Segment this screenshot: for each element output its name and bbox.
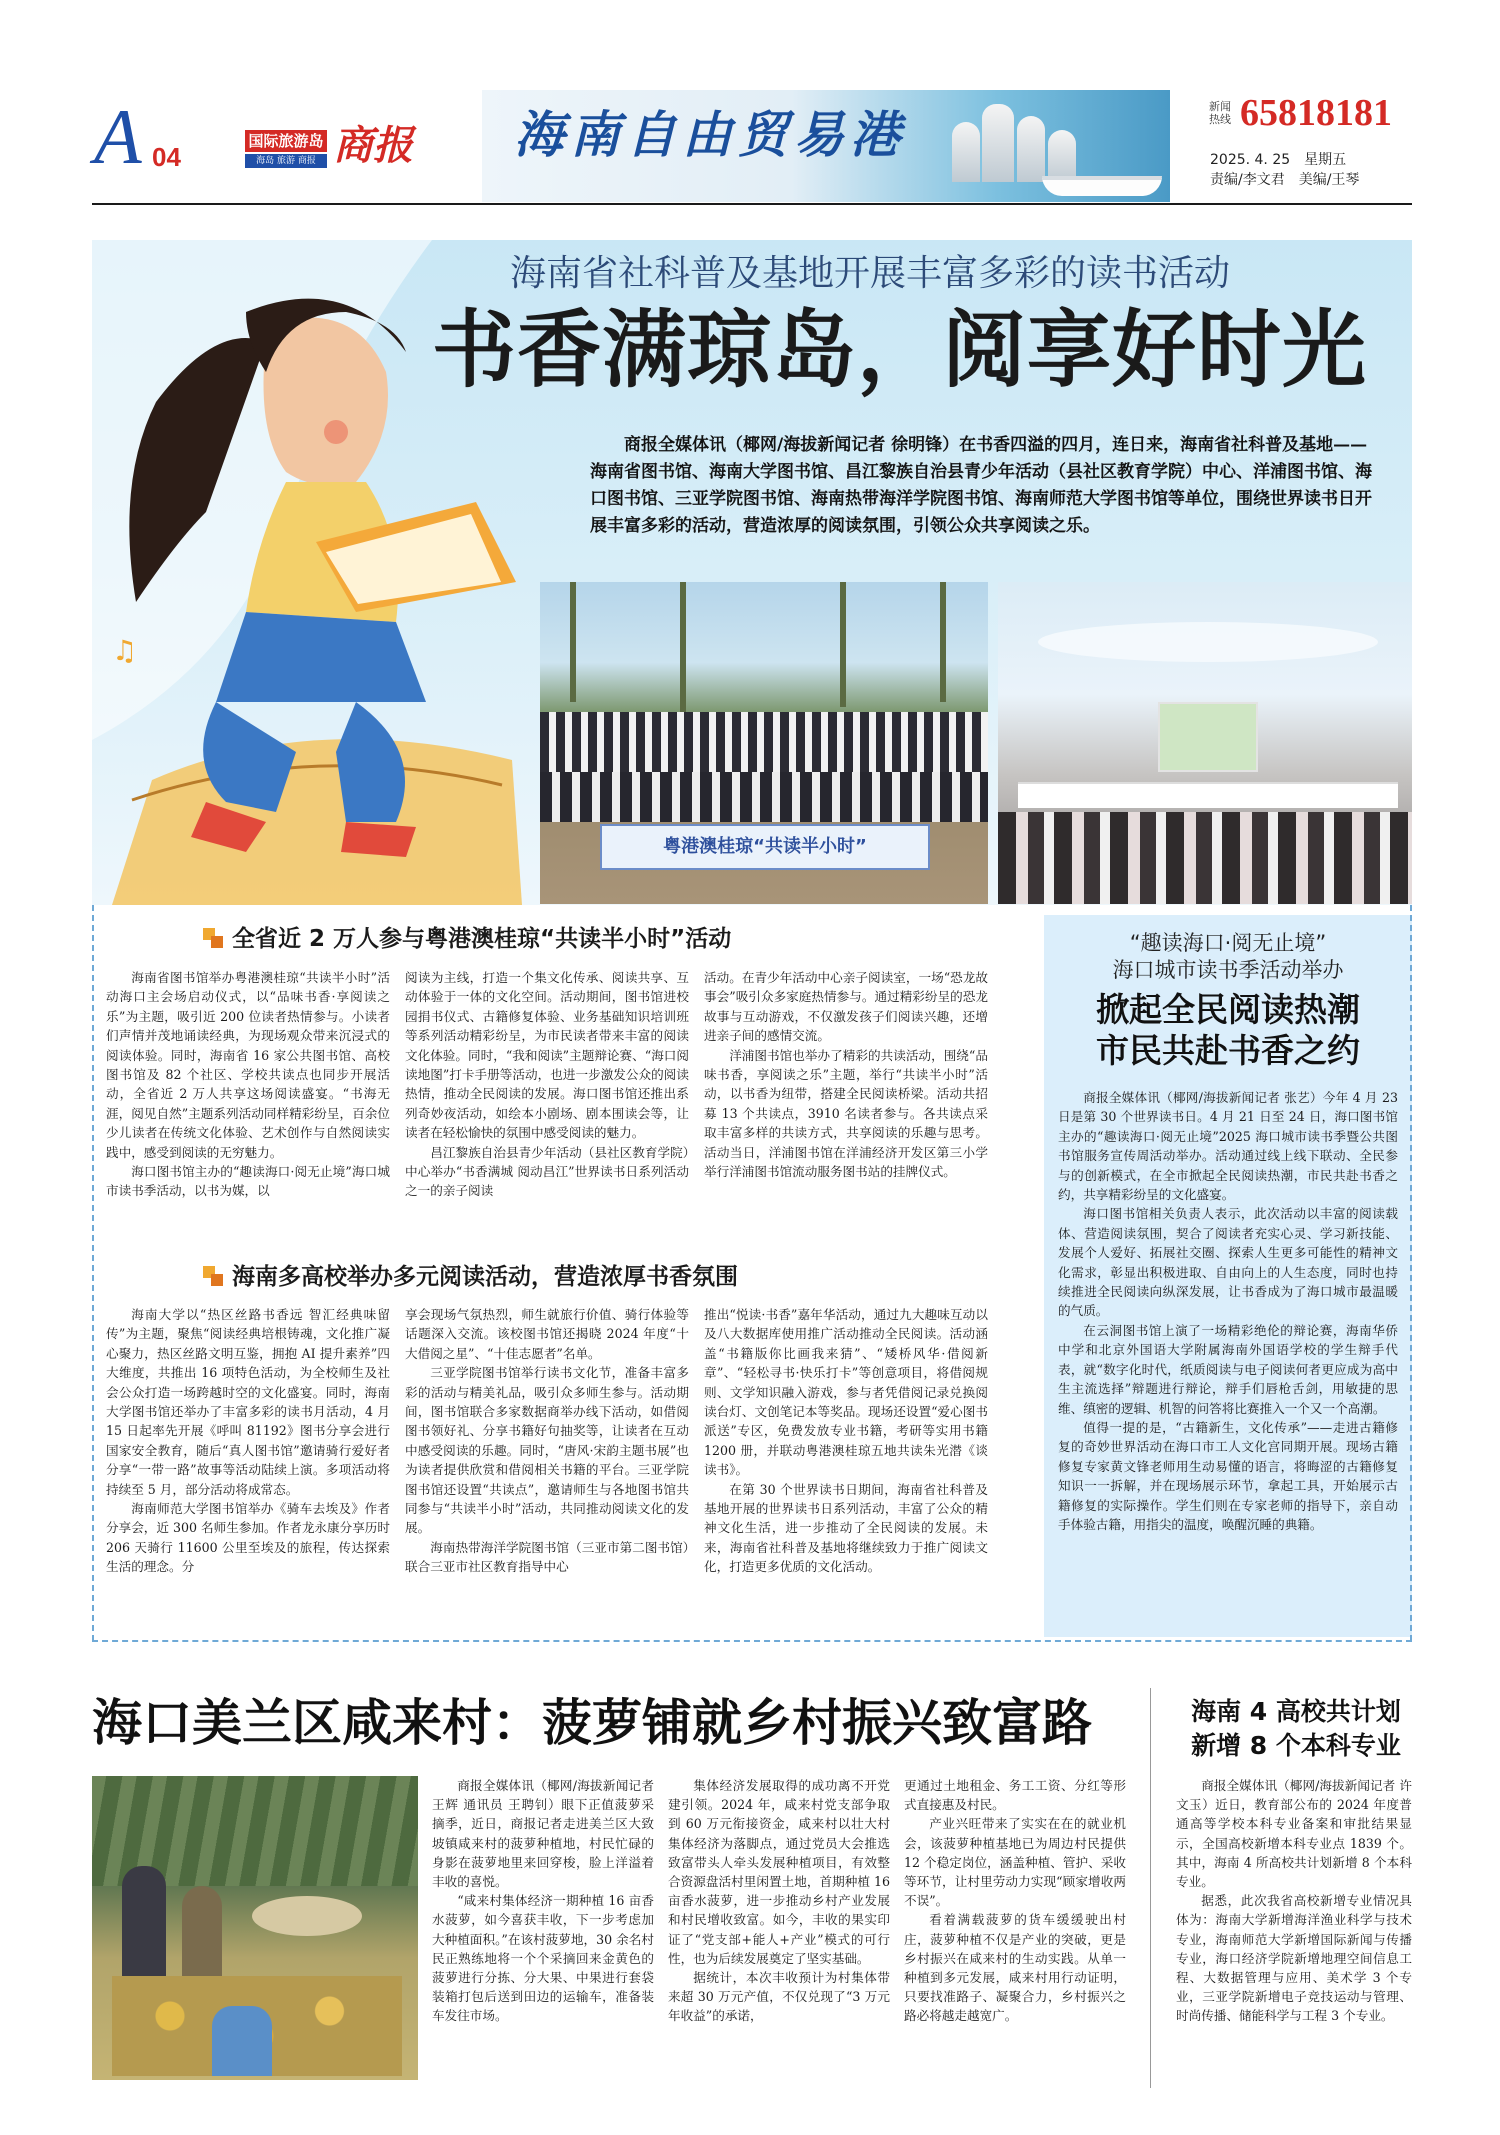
banner-title: 海南自由贸易港 [514, 105, 906, 164]
paragraph: 据悉，此次我省高校新增专业情况具体为：海南大学新增海洋渔业科学与技术专业，海南师范大学新增国际新闻与传播专业，海口经济学院新增地理空间信息工程、大数据管理与应用、美术学 3 个专业，三亚学院新增电子竞技运动与管理、时尚传播、储能科学与工程 3 个专业。 [1176, 1893, 1412, 2024]
bottom-article-title: 海口美兰区咸来村：菠萝铺就乡村振兴致富路 [92, 1694, 1092, 1752]
paragraph: 值得一提的是，“古籍新生，文化传承”——走进古籍修复的奇妙世界活动在海口市工人文化宫同期开展。现场古籍修复专家黄文锋老师用生动易懂的语言，将晦涩的古籍修复知识一一拆解，并在现场展示环节，拿起工具，开始展示古籍修复的实际操作。学生们则在专家老师的指导下，亲自动手体验古籍，用指尖的温度，唤醒沉睡的典籍。 [1058, 1419, 1398, 1532]
paragraph: 海南师范大学图书馆举办《骑车去埃及》作者分享会，近 300 名师生参加。作者龙永康分享历时 206 天骑行 11600 公里至埃及的旅程，传达探索生活的理念。分 [106, 1501, 390, 1575]
svg-text:♫: ♫ [112, 634, 138, 667]
sidebar-kicker-line2: 海口城市读书季活动举办 [1112, 958, 1344, 982]
paper-name: 国际旅游岛 [245, 130, 327, 152]
article2-title: 海南多高校举办多元阅读活动，营造浓厚书香氛围 [232, 1264, 738, 1290]
sidebar-body [1058, 1088, 1398, 1534]
paragraph: 昌江黎族自治县青少年活动（县社区教育学院）中心举办“书香满城 阅动昌江”世界读书日系列活动之一的亲子阅读 [405, 1144, 689, 1199]
paragraph: 集体经济发展取得的成功离不开党建引领。2024 年，咸来村党支部争取到 60 万元衔接资金，咸来村以壮大村集体经济为落脚点，通过党员大会推选致富带头人牵头发展种植项目，有效整合资源盘活村里闲置土地，首期种植 16 亩香水菠萝，进一步推动乡村产业发展和村民增收致富。如今，丰收的果实印证了“党支部+能人+产业”模式的可行性，也为后续发展奠定了坚实基础。 [668, 1778, 890, 1966]
hotline-number: 65818181 [1240, 92, 1392, 134]
paragraph: 推出“悦读·书香”嘉年华活动，通过九大趣味互动以及八大数据库使用推广活动推动全民阅读。活动涵盖“书籍版你比画我来猜”、“矮桥风华·借阅新章”、“轻松寻书·快乐打卡”等创意项目，将借阅规则、文学知识融入游戏，参与者凭借阅记录兑换阅读台灯、文创笔记本等奖品。现场还设置“爱心图书派送”专区，免费发放专业书籍，考研等实用书籍 1200 册，并联动粤港澳桂琼五地共读朱光潜《谈读书》。 [704, 1307, 988, 1478]
date: 2025. 4. 25 星期五 [1210, 152, 1347, 168]
article2-col3 [704, 1305, 988, 1577]
sidebar-kicker-line1: “趣读海口·阅无止境” [1129, 931, 1327, 955]
paragraph: 商报全媒体讯（椰网/海拔新闻记者 张艺）今年 4 月 23 日是第 30 个世界读书日。4 月 21 日至 24 日，海口图书馆主办的“趣读海口·阅无止境”2025 海口城市读书季暨公共图书馆服务宣传周活动举办。活动通过线上线下联动、全民参与的创新模式，在全市掀起全民阅读热潮，市民共赴书香之约，共享精彩纷呈的文化盛宴。 [1058, 1090, 1398, 1203]
paragraph: 在云洞图书馆上演了一场精彩绝伦的辩论赛，海南华侨中学和北京外国语大学附属海南外国语学校的学生辩手代表，就“数字化时代，纸质阅读与电子阅读何者更应成为高中生主流选择”辩题进行辩论，辩手们唇枪舌剑，用敏捷的思维、缜密的逻辑、机智的问答将比赛推入一个又一个高潮。 [1058, 1322, 1398, 1416]
sidebar-kicker [1044, 930, 1412, 984]
palm-trunk [940, 582, 946, 702]
tower-image [1048, 130, 1076, 182]
palm-trunk [680, 582, 686, 712]
page-number: 04 [152, 142, 181, 172]
pineapple-harvest-photo [92, 1776, 418, 2080]
paragraph: 商报全媒体讯（椰网/海拔新闻记者 王辉 通讯员 王聘钊）眼下正值菠萝采摘季，近日，商报记者走进美兰区大致坡镇咸来村的菠萝种植地，村民忙碌的身影在菠萝地里来回穿梭，脸上洋溢着丰收的喜悦。 [432, 1778, 654, 1890]
students-reading-photo [540, 582, 988, 904]
right-title-line2: 新增 8 个本科专业 [1191, 1731, 1401, 1760]
tower-image [952, 122, 980, 182]
student-crowd [540, 772, 988, 822]
article1-col1 [106, 968, 390, 1201]
student-crowd [540, 712, 988, 772]
straw-hat [252, 1896, 362, 1936]
paragraph: 海南大学以“热区丝路书香远 智汇经典味留传”为主题，聚焦“阅读经典培根铸魂，文化推广凝心聚力，热区丝路文明互鉴，拥抱 AI 提升素养”四大维度，共推出 16 项特色活动，为全校师生及社会公众打造一场跨越时空的文化盛宴。同时，海南大学图书馆还举办了丰富多彩的读书月活动，4 月 15 日起率先开展《呼叫 81192》图书分享会进行国家安全教育，随后“真人图书馆”邀请骑行爱好者分享“一带一路”故事等活动陆续上演。多项活动将持续至 5 月，部分活动将成常态。 [106, 1307, 390, 1497]
editors: 责编/李文君 美编/王琴 [1210, 172, 1360, 188]
ceiling-light [1038, 622, 1378, 662]
section-divider [92, 1640, 1412, 1642]
article1-col2 [405, 968, 689, 1201]
paragraph: 在第 30 个世界读书日期间，海南省社科普及基地开展的世界读书日系列活动，丰富了公众的精神文化生活，进一步推动了全民阅读的发展。未来，海南省社科普及基地将继续致力于推广阅读文化，打造更多优质的文化活动。 [704, 1481, 988, 1575]
sidebar-title-line1: 掀起全民阅读热潮 [1096, 990, 1360, 1029]
tower-image [982, 104, 1014, 182]
section-icon [203, 1266, 223, 1286]
tower-image [1017, 116, 1045, 182]
dateline [1210, 150, 1359, 190]
stage-board [1158, 702, 1258, 772]
villager [182, 1886, 222, 1986]
dash-border-right [1410, 905, 1412, 1641]
paragraph: 三亚学院图书馆举行读书文化节，准备丰富多彩的活动与精美礼品，吸引众多师生参与。活动期间，图书馆联合多家数据商举办线下活动，如借阅图书领好礼、分享书籍好句抽奖等，让读者在互动中感受阅读的乐趣。同时，“唐风·宋韵主题书展”也为读者提供欣赏和借阅相关书籍的平台。三亚学院图书馆还设置“共读点”，邀请师生与各地图书馆共同参与“共读半小时”活动，共同推动阅读文化的发展。 [405, 1365, 689, 1536]
article2-col1 [106, 1305, 390, 1577]
hero-title: 书香满琼岛，阅享好时光 [432, 301, 1368, 399]
bottom-col1 [432, 1776, 654, 2026]
bottom-col3 [904, 1776, 1126, 2026]
paragraph: 洋浦图书馆也举办了精彩的共读活动，围绕“品味书香，享阅读之乐”主题，举行“共读半小时”活动，以书香为纽带，搭建全民阅读桥梁。活动共招募 13 个共读点，3910 名读者参与。各共读点采取丰富多样的共读方式，共享阅读的乐趣与思考。活动当日，洋浦图书馆在洋浦经济开发区第三小学举行洋浦图书馆流动服务图书站的挂牌仪式。 [704, 1047, 988, 1180]
paragraph: 活动。在青少年活动中心亲子阅读室，一场“恐龙故事会”吸引众多家庭热情参与。通过精彩纷呈的恐龙故事与互动游戏，不仅激发孩子们阅读兴趣，还增进亲子间的感情交流。 [704, 970, 988, 1044]
section-icon [203, 928, 223, 948]
palm-trunk [840, 582, 846, 707]
reading-event-photo [998, 582, 1412, 904]
masthead-rule [92, 203, 1412, 205]
palm-trunk [570, 582, 576, 702]
right-article-title [1180, 1695, 1412, 1763]
paragraph: 海南省图书馆举办粤港澳桂琼“共读半小时”活动海口主会场启动仪式，以“品味书香·享阅读之乐”为主题，吸引近 200 位读者热情参与。小读者们声情并茂地诵读经典，为现场观众带来沉浸式的阅读体验。同时，海南省 16 家公共图书馆、高校图书馆及 82 个社区、学校共读点也同步开展活动，全省近 2 万人共享这场阅读盛宴。“书海无涯，阅见自然”主题系列活动同样精彩纷呈，百余位少儿读者在传统文化体验、艺术创作与自然阅读实践中，感受到阅读的无穷魅力。 [106, 970, 390, 1160]
audience [998, 812, 1412, 904]
right-article-body [1176, 1776, 1412, 2026]
paper-logo [245, 122, 445, 174]
paragraph: 据统计，本次丰收预计为村集体带来超 30 万元产值，不仅兑现了“3 万元年收益”的承诺， [668, 1970, 890, 2024]
hero-lead: 商报全媒体讯（椰网/海拔新闻记者 徐明锋）在书香四溢的四月，连日来，海南省社科普及基地——海南省图书馆、海南大学图书馆、昌江黎族自治县青少年活动（县社区教育学院）中心、洋浦图书馆、海口图书馆、三亚学院图书馆、海南热带海洋学院图书馆、海南师范大学图书馆等单位，围绕世界读书日开展丰富多彩的活动，营造浓厚的阅读氛围，引领公众共享阅读之乐。 [590, 435, 1372, 536]
cruise-ship-image [1042, 176, 1162, 196]
right-title-line1: 海南 4 高校共计划 [1191, 1697, 1401, 1726]
paper-calligraphy: 商报 [333, 122, 413, 169]
villager [212, 2006, 272, 2076]
article1-col3 [704, 968, 988, 1181]
sidebar-title-line2: 市民共赴书香之约 [1096, 1031, 1360, 1070]
paragraph: 海南热带海洋学院图书馆（三亚市第二图书馆）联合三亚市社区教育指导中心 [405, 1539, 689, 1575]
sidebar-title [1044, 989, 1412, 1071]
dash-border-left [92, 905, 94, 1641]
paragraph: 海口图书馆主办的“趣读海口·阅无止境”海口城市读书季活动，以书为媒，以 [106, 1164, 390, 1199]
column-rule [1150, 1688, 1151, 2088]
paragraph: 看着满载菠萝的货车缓缓驶出村庄，菠萝种植不仅是产业的突破，更是乡村振兴在咸来村的生动实践。从单一种植到多元发展，咸来村用行动证明，只要找准路子、凝聚合力，乡村振兴之路必将越走越宽广。 [904, 1912, 1126, 2024]
paper-name-sub: 海岛 旅游 商报 [245, 154, 327, 168]
article2-col2 [405, 1305, 689, 1577]
hotline-label: 新闻热线 [1209, 100, 1231, 126]
paragraph: “咸来村集体经济一期种植 16 亩香水菠萝，如今喜获丰收，下一步考虑加大种植面积。”在该村菠萝地，30 余名村民正熟练地将一个个采摘回来金黄色的菠萝进行分拣、分大果、中果进行套袋装箱打包后送到田边的运输车，准备装车发往市场。 [432, 1893, 654, 2024]
paragraph: 商报全媒体讯（椰网/海拔新闻记者 许文玉）近日，教育部公布的 2024 年度普通高等学校本科专业备案和审批结果显示，全国高校新增本科专业点 1839 个。其中，海南 4 所高校共计划新增 8 个本科专业。 [1176, 1778, 1412, 1890]
hero-subtitle: 海南省社科普及基地开展丰富多彩的读书活动 [510, 253, 1231, 294]
photo-banner-text: 粤港澳桂琼“共读半小时” [600, 824, 930, 870]
villager [122, 1866, 166, 1986]
masthead-banner [482, 90, 1170, 202]
page-letter: A [94, 93, 142, 180]
paragraph: 海口图书馆相关负责人表示，此次活动以丰富的阅读载体、营造阅读氛围，契合了阅读者充实心灵、学习新技能、发展个人爱好、拓展社交圈、探索人生更多可能性的精神文化需求，彰显出积极进取、自由向上的人生态度，同时也持续推进全民阅读向纵深发展，让书香成为了海口城市最温暖的气质。 [1058, 1206, 1398, 1319]
paragraph: 更通过土地租金、务工工资、分红等形式直接惠及村民。 [904, 1778, 1126, 1813]
bottom-col2 [668, 1776, 890, 2026]
paragraph: 阅读为主线，打造一个集文化传承、阅读共享、互动体验于一体的文化空间。活动期间，图书馆进校园捐书仪式、古籍修复体验、业务基础知识培训班等系列活动精彩纷呈，为市民读者带来丰富的阅读文化体验。同时，“我和阅读”主题辩论赛、“海口阅读地图”打卡手册等活动，也进一步激发公众的阅读热情，推动全民阅读的发展。海口图书馆还推出系列奇妙夜活动，如绘本小剧场、剧本围读会等，让读者在轻松愉快的氛围中感受阅读的魅力。 [405, 970, 689, 1141]
paragraph: 享会现场气氛热烈，师生就旅行价值、骑行体验等话题深入交流。该校图书馆还揭晓 2024 年度“十大借阅之星”、“十佳志愿者”名单。 [405, 1307, 689, 1361]
table [1018, 782, 1398, 808]
article1-title: 全省近 2 万人参与粤港澳桂琼“共读半小时”活动 [232, 926, 732, 952]
paragraph: 产业兴旺带来了实实在在的就业机会，该菠萝种植基地已为周边村民提供 12 个稳定岗位，涵盖种植、管护、采收等环节，让村里劳动力实现“顾家增收两不误”。 [904, 1816, 1126, 1909]
